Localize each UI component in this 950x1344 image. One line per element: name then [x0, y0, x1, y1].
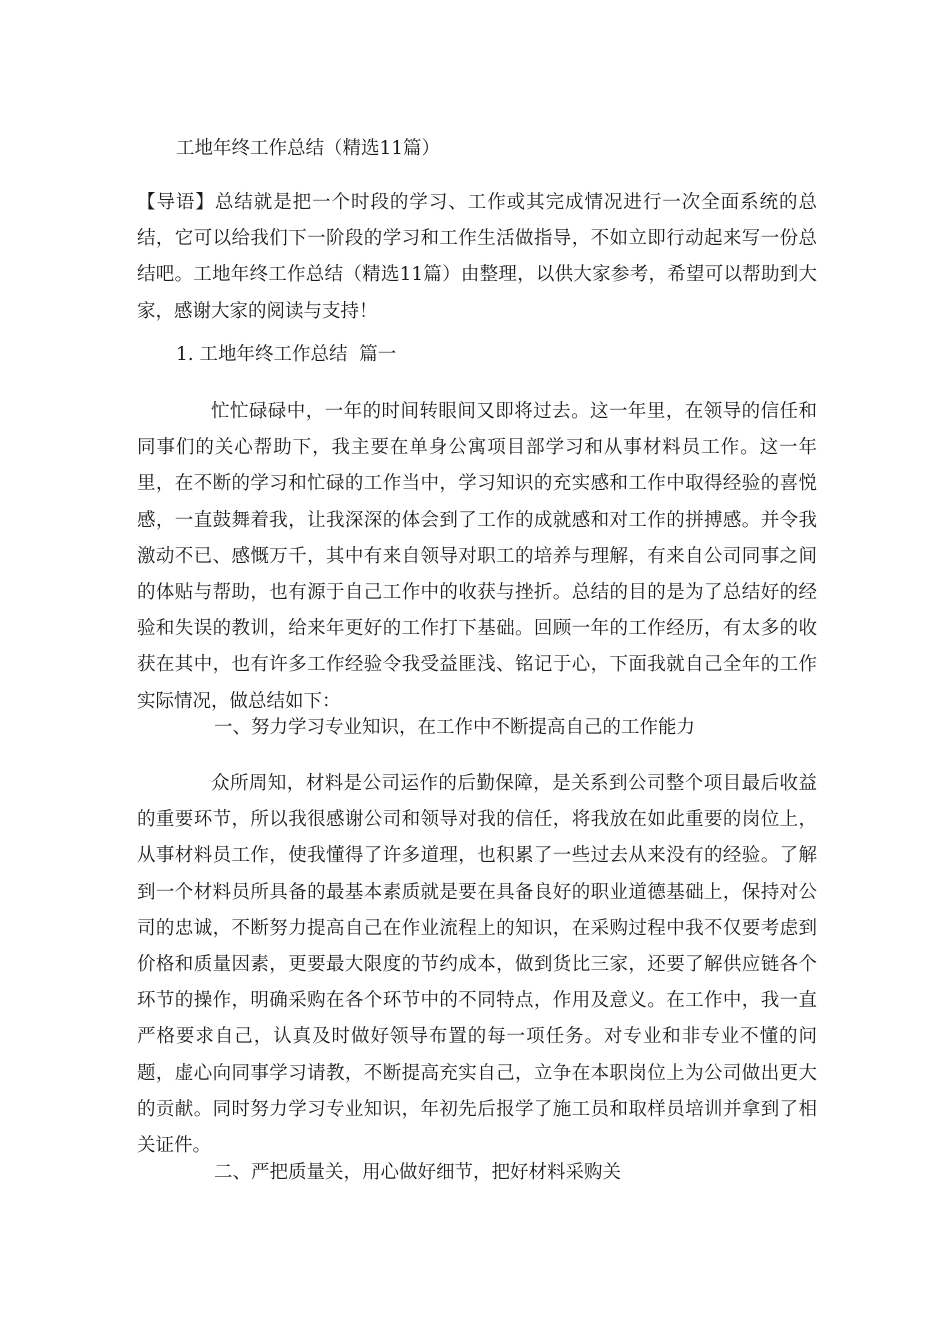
paragraph-2: 众所周知，材料是公司运作的后勤保障，是关系到公司整个项目最后收益的重要环节，所以我很感谢公司和领导对我的信任，将我放在如此重要的岗位上，从事材料员工作，使我懂得了许多道理，也积累了一些过去从来没有的经验。了解到一个材料员所具备的最基本素质就是要在具备良好的职业道德基础上，保持对公司的忠诚，不断努力提高自己在作业流程上的知识，在采购过程中我不仅要考虑到价格和质量因素，更要最大限度的节约成本，做到货比三家，还要了解供应链各个环节的操作，明确采购在各个环节中的不同特点，作用及意义。在工作中，我一直严格要求自己，认真及时做好领导布置的每一项任务。对专业和非专业不懂的问题，虚心向同事学习请教，不断提高充实自己，立争在本职岗位上为公司做出更大的贡献。同时努力学习专业知识，年初先后报学了施工员和取样员培训并拿到了相关证件。	[137, 773, 817, 1157]
subheading-2: 二、严把质量关，用心做好细节，把好材料采购关	[214, 1162, 622, 1183]
section-1-heading: 1. 工地年终工作总结 篇一	[176, 344, 397, 365]
document-title: 工地年终工作总结（精选11篇）	[176, 138, 441, 159]
intro-paragraph: 【导语】总结就是把一个时段的学习、工作或其完成情况进行一次全面系统的总结，它可以给我们下一阶段的学习和工作生活做指导，不如立即行动起来写一份总结吧。工地年终工作总结（精选11篇）由整理，以供大家参考，希望可以帮助到大家，感谢大家的阅读与支持！	[137, 192, 817, 322]
subheading-1: 一、努力学习专业知识，在工作中不断提高自己的工作能力	[214, 717, 696, 738]
section-1-paragraph: 忙忙碌碌中，一年的时间转眼间又即将过去。这一年里，在领导的信任和同事们的关心帮助下，我主要在单身公寓项目部学习和从事材料员工作。这一年里，在不断的学习和忙碌的工作当中，学习知识的充实感和工作中取得经验的喜悦感，一直鼓舞着我，让我深深的体会到了工作的成就感和对工作的拼搏感。并令我激动不已、感慨万千，其中有来自领导对职工的培养与理解，有来自公司同事之间的体贴与帮助，也有源于自己工作中的收获与挫折。总结的目的是为了总结好的经验和失误的教训，给来年更好的工作打下基础。回顾一年的工作经历，有太多的收获在其中，也有许多工作经验令我受益匪浅、铭记于心，下面我就自己全年的工作实际情况，做总结如下：	[137, 401, 817, 712]
